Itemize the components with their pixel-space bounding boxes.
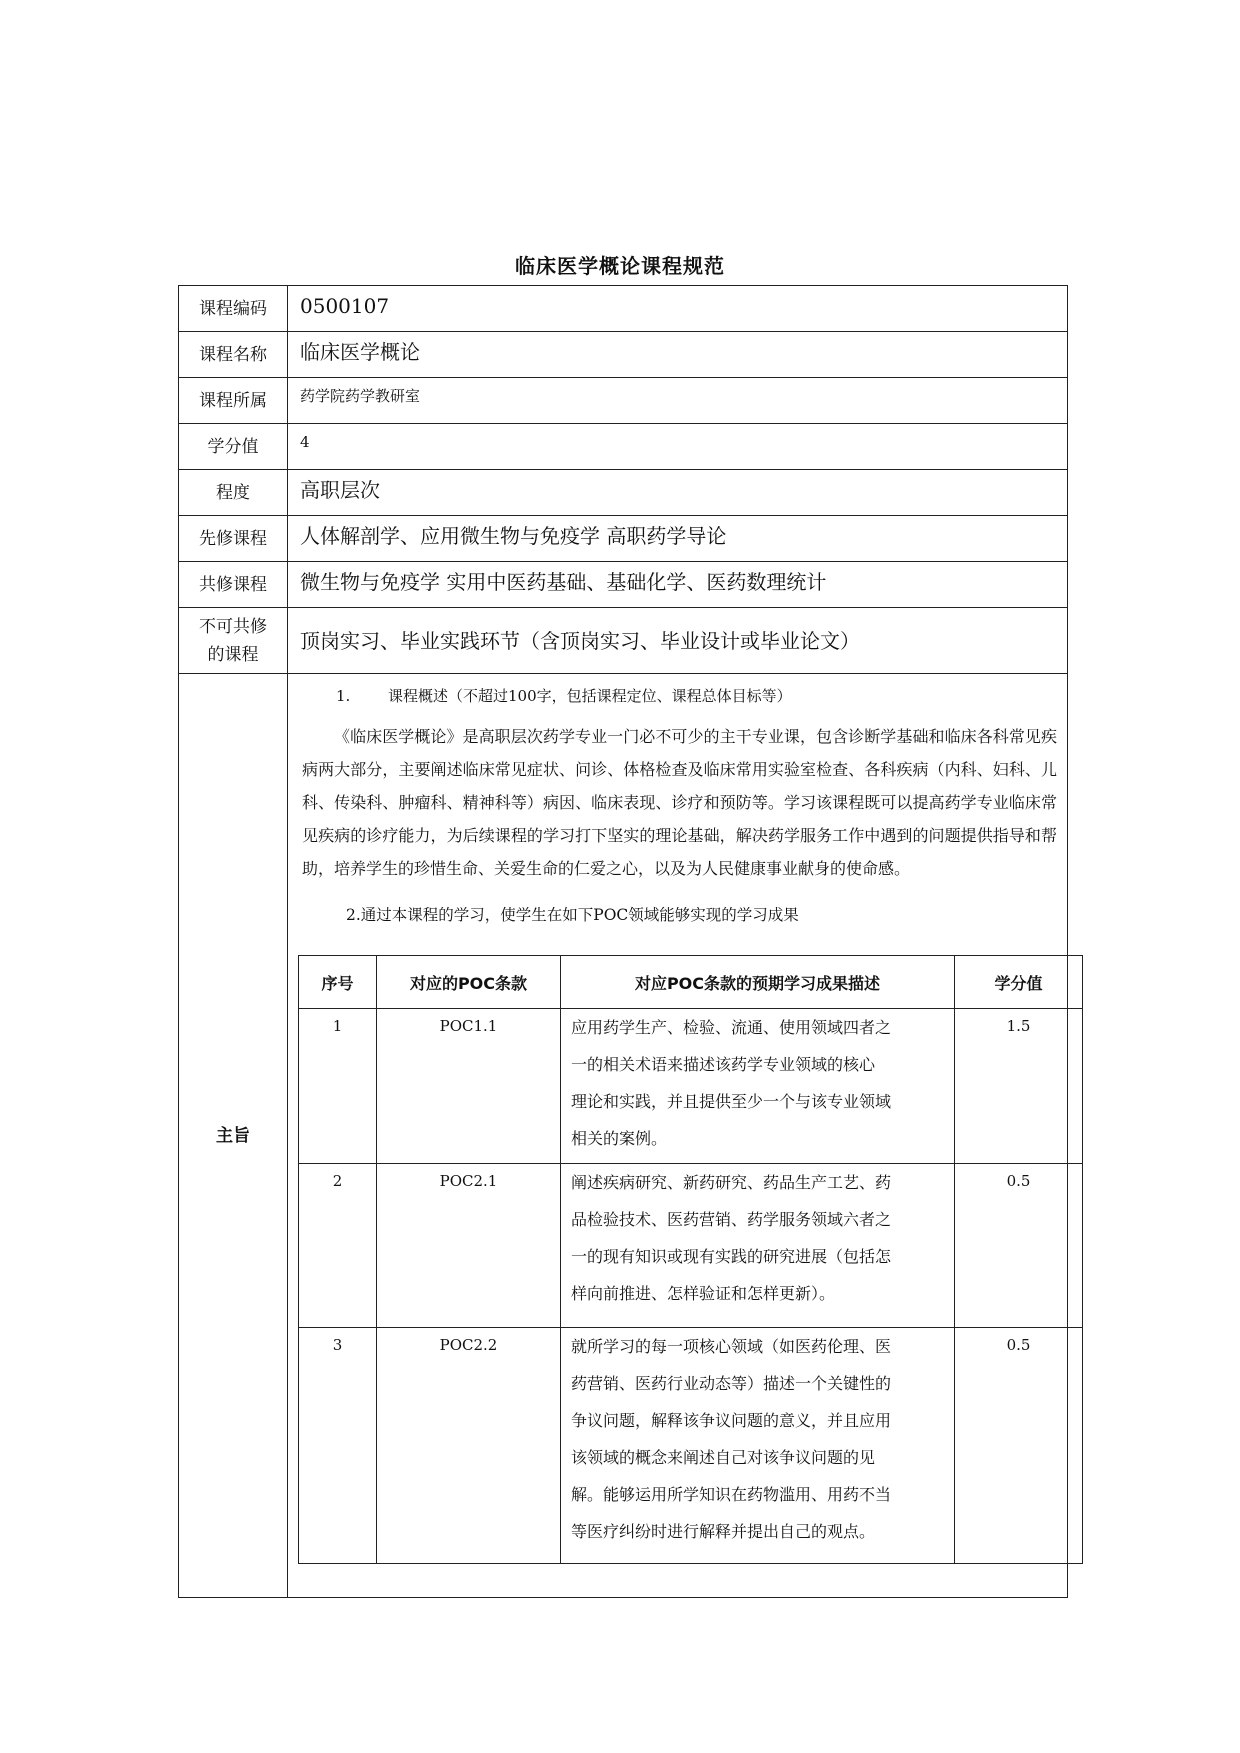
section2-heading: 2.通过本课程的学习，使学生在如下POC领域能够实现的学习成果: [346, 906, 799, 924]
section1-number: 1.: [336, 687, 351, 705]
poc-row-2-desc-line: 一的现有知识或现有实践的研究进展（包括怎: [571, 1247, 892, 1266]
row-main: [179, 674, 1068, 1598]
label-corequisites: 共修课程: [179, 562, 288, 608]
poc-row-3-no: 3: [299, 1328, 377, 1564]
label-exclusions-line2: 的课程: [207, 644, 259, 665]
poc-table: [298, 955, 1083, 1564]
poc-row-2-desc-line: 阐述疾病研究、新药研究、药品生产工艺、药: [571, 1173, 892, 1192]
poc-header-credit: 学分值: [955, 956, 1083, 1009]
row-exclusions: [179, 608, 1068, 674]
label-course-affiliation: 课程所属: [179, 378, 288, 424]
row-level: [179, 470, 1068, 516]
poc-row-1-desc-line: 理论和实践，并且提供至少一个与该专业领域: [571, 1092, 892, 1111]
poc-row-3-desc-line: 该领域的概念来阐述自己对该争议问题的见: [571, 1448, 876, 1467]
page-title: 临床医学概论课程规范: [515, 254, 725, 278]
poc-row-2-desc-line: 样向前推进、怎样验证和怎样更新）。: [571, 1284, 836, 1303]
poc-row-3-desc-line: 就所学习的每一项核心领域（如医药伦理、医: [571, 1337, 892, 1356]
label-course-name: 课程名称: [179, 332, 288, 378]
label-level: 程度: [179, 470, 288, 516]
poc-row-1-desc-line: 相关的案例。: [571, 1129, 668, 1148]
value-course-affiliation: 药学院药学教研室: [288, 378, 1068, 424]
poc-row-1-poc: POC1.1: [377, 1009, 561, 1164]
poc-row-2-credit: 0.5: [955, 1164, 1083, 1328]
poc-row-2-no: 2: [299, 1164, 377, 1328]
label-prerequisites: 先修课程: [179, 516, 288, 562]
value-corequisites: 微生物与免疫学 实用中医药基础、基础化学、医药数理统计: [288, 562, 1068, 608]
poc-row-3-desc-line: 等医疗纠纷时进行解释并提出自己的观点。: [571, 1522, 876, 1541]
row-corequisites: [179, 562, 1068, 608]
section1-heading: [288, 678, 1067, 714]
poc-row-2: [299, 1164, 1083, 1328]
value-course-code: 0500107: [288, 286, 1068, 332]
poc-row-2-poc: POC2.1: [377, 1164, 561, 1328]
value-course-name: 临床医学概论: [288, 332, 1068, 378]
course-overview: 《临床医学概论》是高职层次药学专业一门必不可少的主干专业课，包含诊断学基础和临床各科常见疾病两大部分，主要阐述临床常见症状、问诊、体格检查及临床常用实验室检查、各科疾病（内科、妇科、儿科、传染科、肿瘤科、精神科等）病因、临床表现、诊疗和预防等。学习该课程既可以提高药学专业临床常见疾病的诊疗能力，为后续课程的学习打下坚实的理论基础，解决药学服务工作中遇到的问题提供指导和帮助，培养学生的珍惜生命、关爱生命的仁爱之心，以及为人民健康事业献身的使命感。: [302, 727, 1057, 878]
row-course-affiliation: [179, 378, 1068, 424]
poc-header-no: 序号: [299, 956, 377, 1009]
label-main: 主旨: [179, 674, 288, 1598]
poc-row-3-credit: 0.5: [955, 1328, 1083, 1564]
row-course-name: [179, 332, 1068, 378]
poc-row-3-desc-line: 争议问题，解释该争议问题的意义，并且应用: [571, 1411, 892, 1430]
value-credit: 4: [288, 424, 1068, 470]
poc-row-2-desc-line: 品检验技术、医药营销、药学服务领域六者之: [571, 1210, 892, 1229]
label-credit: 学分值: [179, 424, 288, 470]
poc-row-3-desc: [561, 1328, 955, 1564]
poc-row-2-desc: [561, 1164, 955, 1328]
poc-row-1-no: 1: [299, 1009, 377, 1164]
row-credit: [179, 424, 1068, 470]
row-course-code: [179, 286, 1068, 332]
poc-row-3-poc: POC2.2: [377, 1328, 561, 1564]
value-prerequisites: 人体解剖学、应用微生物与免疫学 高职药学导论: [288, 516, 1068, 562]
poc-row-3: [299, 1328, 1083, 1564]
poc-header-row: [299, 956, 1083, 1009]
value-level: 高职层次: [288, 470, 1068, 516]
poc-row-1-desc: [561, 1009, 955, 1164]
value-exclusions: 顶岗实习、毕业实践环节（含顶岗实习、毕业设计或毕业论文）: [288, 608, 1068, 674]
row-prerequisites: [179, 516, 1068, 562]
section1-heading-text: 课程概述（不超过100字，包括课程定位、课程总体目标等）: [388, 687, 792, 705]
poc-row-3-desc-line: 解。能够运用所学知识在药物滥用、用药不当: [571, 1485, 892, 1504]
poc-header-desc: 对应POC条款的预期学习成果描述: [561, 956, 955, 1009]
poc-row-3-desc-line: 药营销、医药行业动态等）描述一个关键性的: [571, 1374, 892, 1393]
course-spec-table: [178, 285, 1068, 1598]
label-exclusions: [179, 608, 288, 674]
poc-row-1-desc-line: 一的相关术语来描述该药学专业领域的核心: [571, 1055, 876, 1074]
main-content: [288, 674, 1068, 1598]
label-course-code: 课程编码: [179, 286, 288, 332]
poc-row-1: [299, 1009, 1083, 1164]
label-exclusions-line1: 不可共修: [199, 616, 267, 637]
poc-row-1-desc-line: 应用药学生产、检验、流通、使用领域四者之: [571, 1018, 892, 1037]
poc-header-poc: 对应的POC条款: [377, 956, 561, 1009]
poc-row-1-credit: 1.5: [955, 1009, 1083, 1164]
